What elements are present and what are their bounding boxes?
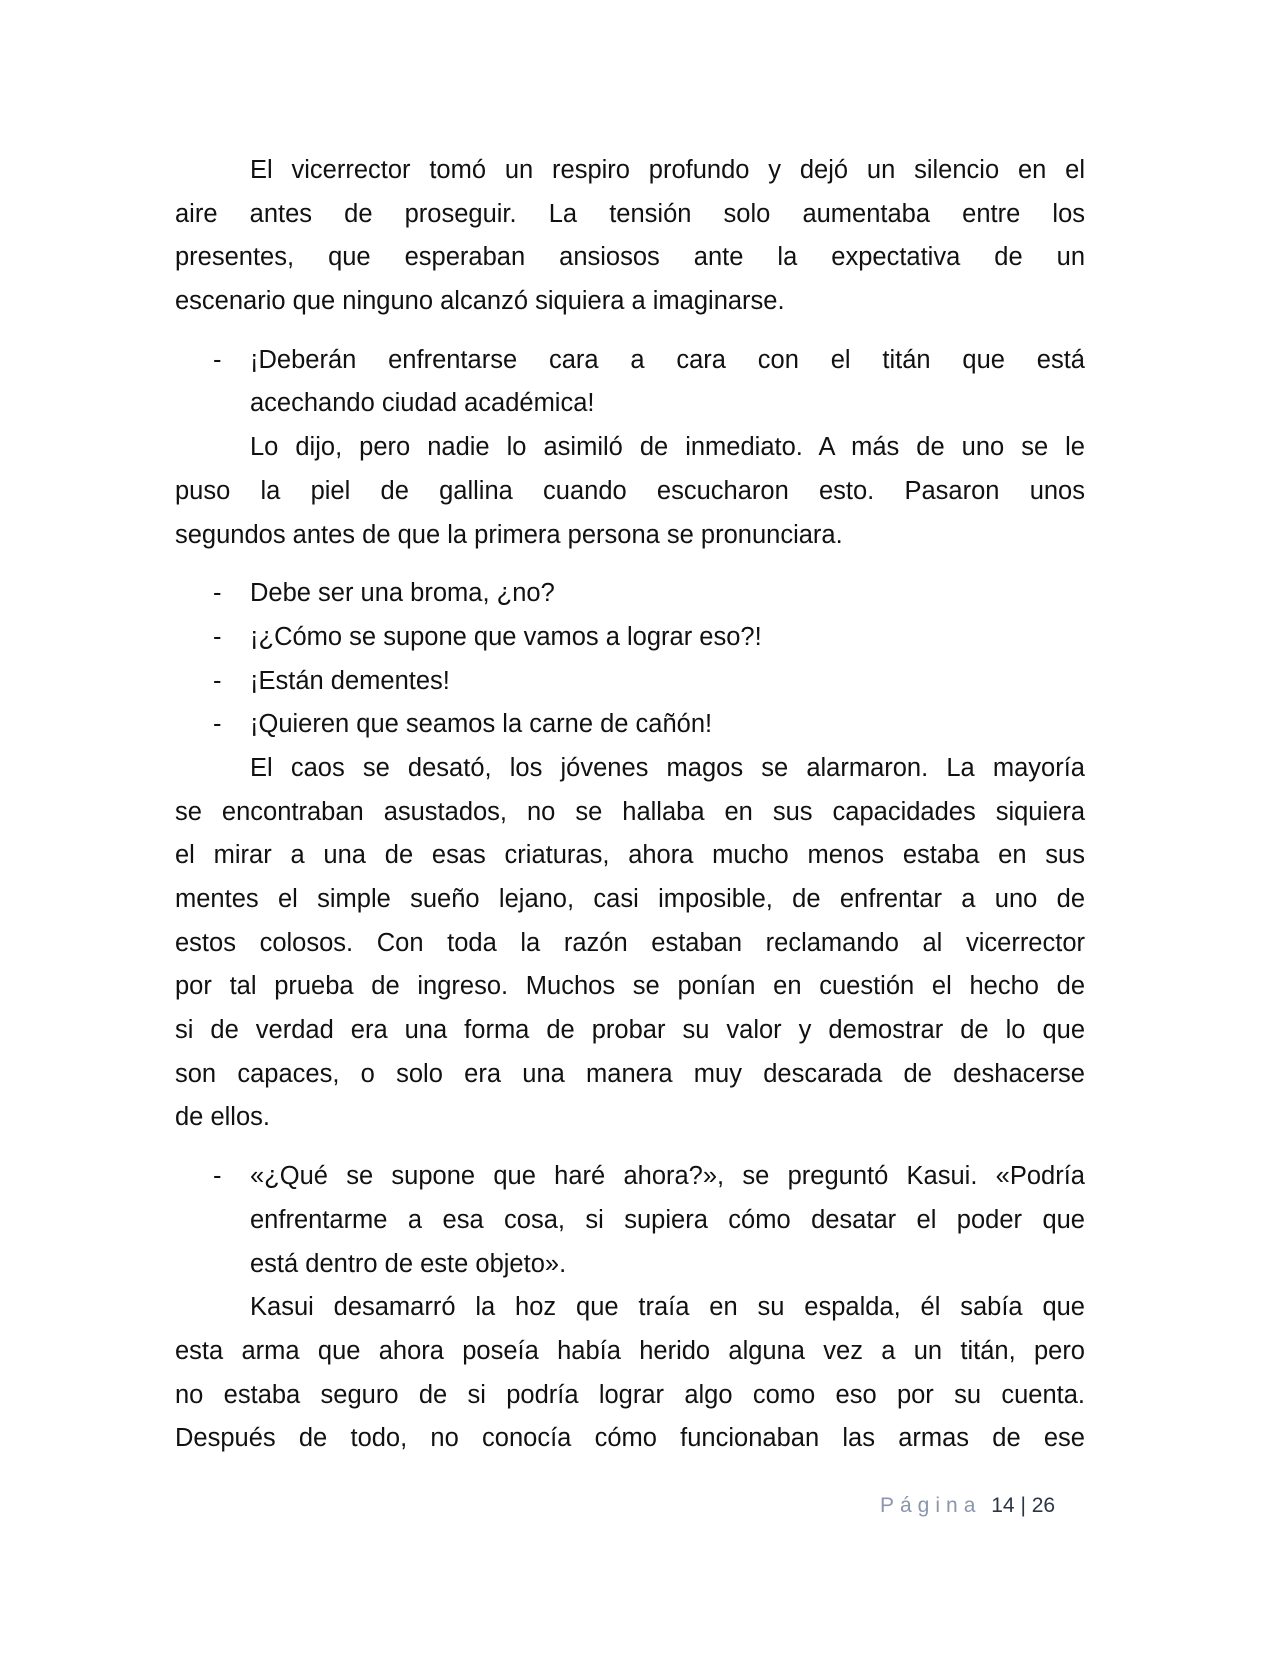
text-line: estos colosos. Con toda la razón estaban reclamando al vicerrector [175, 928, 1085, 957]
text-line: si de verdad era una forma de probar su valor y demostrar de lo que [175, 1016, 1085, 1045]
paragraph [175, 426, 1085, 557]
text-line: está dentro de este objeto». [250, 1249, 567, 1278]
paragraph [175, 1286, 1085, 1461]
dialogue-line [175, 660, 1085, 704]
text-line: el mirar a una de esas criaturas, ahora mucho menos estaba en sus [175, 841, 1085, 870]
text-line: escenario que ninguno alcanzó siquiera a imaginarse. [175, 287, 785, 316]
text-line: Debe ser una broma, ¿no? [250, 579, 555, 608]
dialogue-dash: - [213, 1162, 222, 1191]
dialogue-line [175, 1155, 1085, 1286]
text-line: de ellos. [175, 1103, 270, 1132]
paragraph [175, 747, 1085, 1140]
text-line: puso la piel de gallina cuando escucharon esto. Pasaron unos [175, 476, 1085, 505]
dialogue-dash: - [213, 345, 222, 374]
page-separator: | [1020, 1494, 1026, 1517]
page-footer [880, 1494, 1055, 1518]
text-line: mentes el simple sueño lejano, casi imposible, de enfrentar a uno de [175, 885, 1085, 913]
text-line: «¿Qué se supone que haré ahora?», se preguntó Kasui. «Podría [250, 1162, 1085, 1191]
dialogue-line [175, 703, 1085, 747]
dialogue-line [175, 572, 1085, 616]
dialogue-dash: - [213, 666, 222, 695]
text-line: se encontraban asustados, no se hallaba en sus capacidades siquiera [175, 797, 1085, 826]
text-line: ¡¿Cómo se supone que vamos a lograr eso?! [250, 622, 762, 651]
text-line: ¡Están dementes! [250, 666, 450, 695]
page-label: Página [880, 1494, 982, 1517]
dialogue-dash: - [213, 579, 222, 608]
text-line: ¡Quieren que seamos la carne de cañón! [250, 710, 713, 739]
text-line: Lo dijo, pero nadie lo asimiló de inmediato. A más de uno se le [250, 433, 1085, 462]
dialogue-dash: - [213, 710, 222, 739]
text-line: Después de todo, no conocía cómo funcionaban las armas de ese [175, 1424, 1085, 1453]
document-body [175, 149, 1085, 1461]
text-line: no estaba seguro de si podría lograr algo como eso por su cuenta. [175, 1380, 1085, 1409]
text-line: por tal prueba de ingreso. Muchos se ponían en cuestión el hecho de [175, 972, 1085, 1001]
dialogue-dash: - [213, 622, 222, 651]
paragraph [175, 149, 1085, 324]
text-line: El caos se desató, los jóvenes magos se alarmaron. La mayoría [250, 753, 1085, 782]
page-number: 14 [991, 1494, 1015, 1517]
text-line: aire antes de proseguir. La tensión solo aumentaba entre los [175, 199, 1085, 228]
text-line: ¡Deberán enfrentarse cara a cara con el titán que está [250, 345, 1085, 374]
text-line: El vicerrector tomó un respiro profundo y dejó un silencio en el [250, 156, 1085, 184]
text-line: son capaces, o solo era una manera muy descarada de deshacerse [175, 1059, 1085, 1088]
page-total: 26 [1031, 1494, 1056, 1517]
text-line: presentes, que esperaban ansiosos ante la expectativa de un [175, 243, 1085, 272]
dialogue-line [175, 339, 1085, 426]
text-line: esta arma que ahora poseía había herido alguna vez a un titán, pero [175, 1336, 1085, 1365]
text-line: segundos antes de que la primera persona se pronunciara. [175, 520, 843, 549]
dialogue-line [175, 616, 1085, 660]
text-line: Kasui desamarró la hoz que traía en su espalda, él sabía que [250, 1293, 1085, 1322]
text-line: acechando ciudad académica! [250, 389, 595, 418]
text-line: enfrentarme a esa cosa, si supiera cómo desatar el poder que [250, 1205, 1085, 1234]
